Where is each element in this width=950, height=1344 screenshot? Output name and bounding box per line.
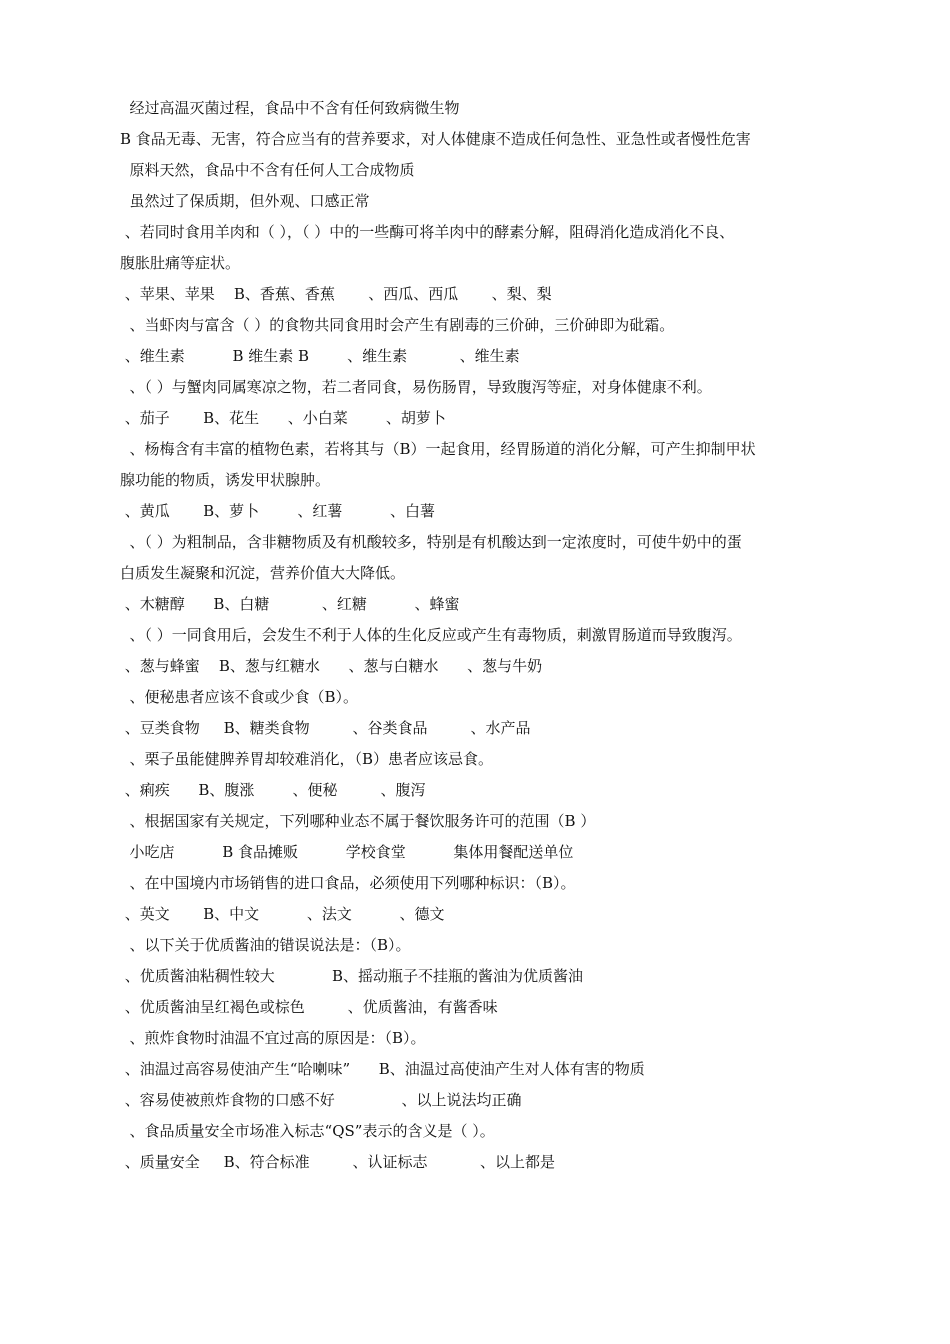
answer-options: 、容易使被煎炸食物的口感不好 、以上说法均正确 — [120, 1091, 522, 1109]
answer-options: 、黄瓜 B、萝卜 、红薯 、白薯 — [120, 502, 435, 520]
answer-options: 、油温过高容易使油产生“哈喇味” B、油温过高使油产生对人体有害的物质 — [120, 1060, 645, 1078]
question-text: 腹胀肚痛等症状。 — [120, 254, 241, 272]
question-text: 、杨梅含有丰富的植物色素，若将其与（B）一起食用，经胃肠道的消化分解，可产生抑制甲状 — [120, 440, 756, 458]
answer-options: 、英文 B、中文 、法文 、德文 — [120, 905, 445, 923]
answer-options: 、豆类食物 B、糖类食物 、谷类食品 、水产品 — [120, 719, 531, 737]
question-text: 、（ ）一同食用后，会发生不利于人体的生化反应或产生有毒物质，刺激胃肠道而导致腹泻。 — [120, 626, 742, 644]
text-line: B 食品无毒、无害，符合应当有的营养要求，对人体健康不造成任何急性、亚急性或者慢性危害 — [120, 130, 751, 148]
answer-options: 、痢疾 B、腹涨 、便秘 、腹泻 — [120, 781, 426, 799]
text-line: 经过高温灭菌过程，食品中不含有任何致病微生物 — [120, 99, 460, 117]
answer-options: 、葱与蜂蜜 B、葱与红糖水 、葱与白糖水 、葱与牛奶 — [120, 657, 543, 675]
answer-options: 、维生素 B 维生素 B 、维生素 、维生素 — [120, 347, 520, 365]
question-text: 、（ ）与蟹肉同属寒凉之物，若二者同食，易伤肠胃，导致腹泻等症，对身体健康不利。 — [120, 378, 712, 396]
text-line: 虽然过了保质期，但外观、口感正常 — [120, 192, 370, 210]
question-text: 、根据国家有关规定，下列哪种业态不属于餐饮服务许可的范围（B ） — [120, 812, 596, 830]
answer-options: 小吃店 B 食品摊贩 学校食堂 集体用餐配送单位 — [120, 843, 574, 861]
question-text: 、若同时食用羊肉和（ ），（ ）中的一些酶可将羊肉中的酵素分解，阻碍消化造成消化不良、 — [120, 223, 735, 241]
question-text: 、以下关于优质酱油的错误说法是：（B）。 — [120, 936, 411, 954]
question-text: 、栗子虽能健脾养胃却较难消化，（B）患者应该忌食。 — [120, 750, 494, 768]
question-text: 、（ ）为粗制品，含非糖物质及有机酸较多，特别是有机酸达到一定浓度时，可使牛奶中的蛋 — [120, 533, 742, 551]
question-text: 、煎炸食物时油温不宜过高的原因是：（B）。 — [120, 1029, 426, 1047]
question-text: 白质发生凝聚和沉淀，营养价值大大降低。 — [120, 564, 406, 582]
text-line: 原料天然，食品中不含有任何人工合成物质 — [120, 161, 415, 179]
answer-options: 、苹果、苹果 B、香蕉、香蕉 、西瓜、西瓜 、梨、梨 — [120, 285, 552, 303]
answer-options: 、茄子 B、花生 、小白菜 、胡萝卜 — [120, 409, 446, 427]
question-text: 、在中国境内市场销售的进口食品，必须使用下列哪种标识：（B）。 — [120, 874, 576, 892]
question-text: 、食品质量安全市场准入标志“QS”表示的含义是（ ）。 — [120, 1122, 495, 1140]
question-text: 腺功能的物质，诱发甲状腺肿。 — [120, 471, 331, 489]
question-text: 、当虾肉与富含（ ）的食物共同食用时会产生有剧毒的三价砷，三价砷即为砒霜。 — [120, 316, 675, 334]
answer-options: 、质量安全 B、符合标准 、认证标志 、以上都是 — [120, 1153, 555, 1171]
answer-options: 、优质酱油呈红褐色或棕色 、优质酱油，有酱香味 — [120, 998, 498, 1016]
answer-options: 、木糖醇 B、白糖 、红糖 、蜂蜜 — [120, 595, 460, 613]
answer-options: 、优质酱油粘稠性较大 B、摇动瓶子不挂瓶的酱油为优质酱油 — [120, 967, 584, 985]
question-text: 、便秘患者应该不食或少食（B）。 — [120, 688, 359, 706]
